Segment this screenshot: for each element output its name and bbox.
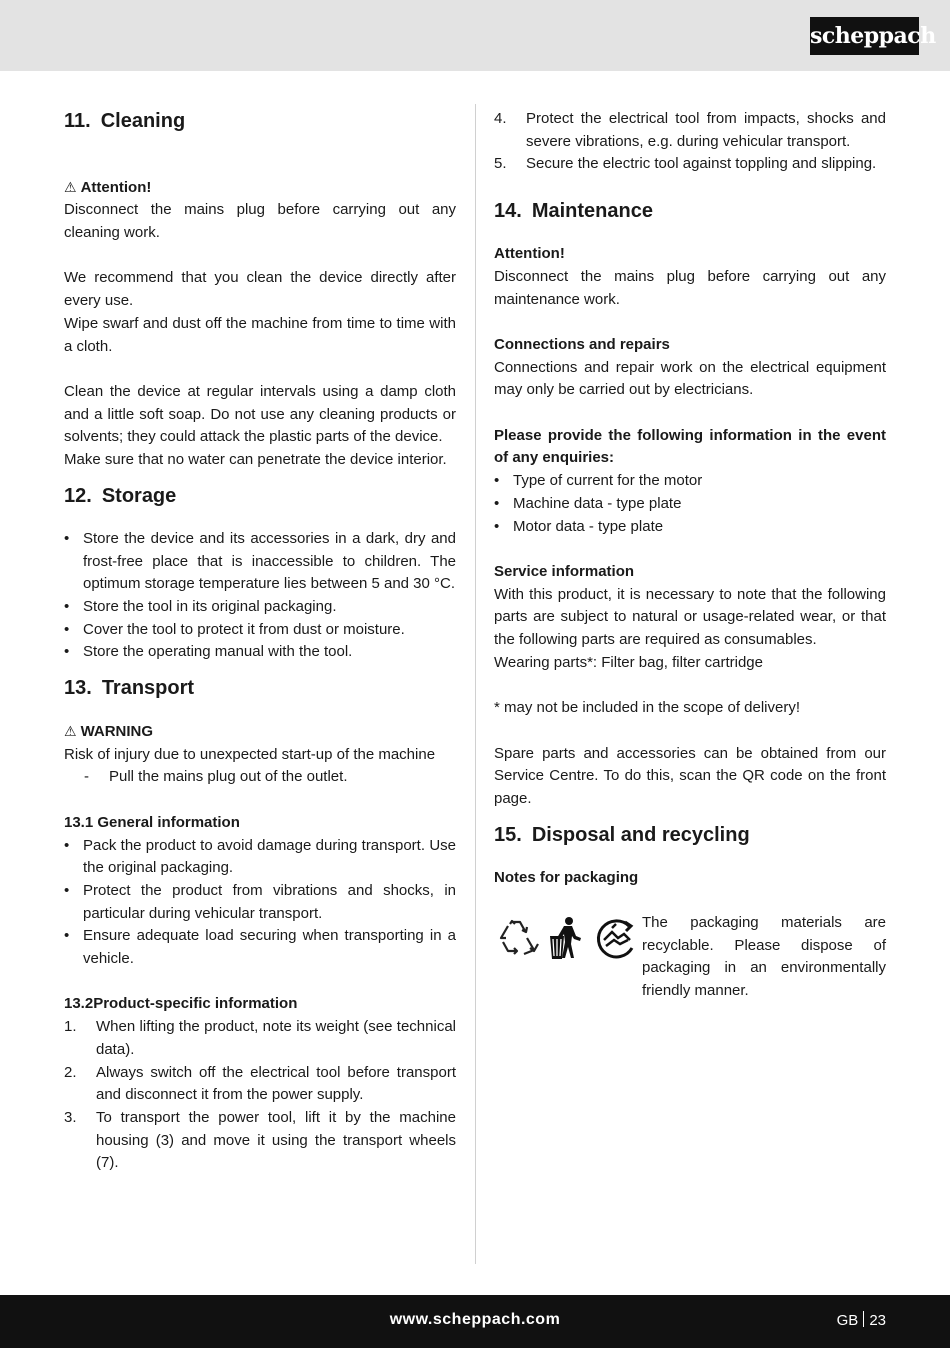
subsection-title: Connections and repairs: [494, 335, 670, 353]
list-item: - Pull the mains plug out of the outlet.: [64, 766, 456, 789]
list-item: • Motor data - type plate: [494, 516, 886, 539]
list-item: 4. Protect the electrical tool from impacts, shocks and severe vibrations, e.g. during vehicular transport.: [494, 110, 886, 150]
subsection-title: 13.2Product-specific information: [64, 995, 298, 1013]
dash-list: [64, 766, 456, 789]
packaging-text: The packaging materials are recyclable. Please dispose of packaging in an environmentally friendly manner.: [642, 914, 886, 1000]
list-item: 5. Secure the electric tool against toppling and slipping.: [494, 155, 877, 173]
section-heading-cleaning: 11. Cleaning: [64, 110, 186, 132]
footer-bar: [0, 1295, 950, 1348]
list-item: 2. Always switch off the electrical tool before transport and disconnect it from the power supply.: [64, 1063, 456, 1104]
paragraph: With this product, it is necessary to note that the following parts are subject to natural or usage-related wear, or that the following parts are required as consumables.: [494, 585, 886, 649]
storage-list: [64, 528, 456, 664]
paragraph: Connections and repair work on the electrical equipment may only be carried out by electricians.: [494, 358, 886, 399]
warning-label: ⚠ WARNING: [64, 720, 456, 744]
section-heading-disposal: 15. Disposal and recycling: [494, 823, 750, 846]
paragraph: We recommend that you clean the device directly after every use.: [64, 269, 456, 310]
section-heading-storage: 12. Storage: [64, 484, 177, 507]
list-item: • Cover the tool to protect it from dust or moisture.: [64, 619, 456, 642]
trash-bin-icon: [550, 917, 581, 959]
enquiries-list: [494, 470, 886, 538]
list-item: • Machine data - type plate: [494, 493, 886, 516]
attention-label: Attention!: [494, 245, 565, 263]
packaging-notice: [494, 912, 886, 1004]
list-item: • Protect the product from vibrations and shocks, in particular during vehicular transport.: [64, 880, 456, 925]
paragraph: Wipe swarf and dust off the machine from time to time with a cloth.: [64, 314, 456, 355]
section-heading-transport: 13. Transport: [64, 677, 195, 700]
language-code: GB: [836, 1312, 859, 1329]
page-indicator: [837, 1310, 886, 1333]
right-column: [494, 108, 886, 1004]
subsection-title: Service information: [494, 562, 635, 580]
attention-label: ⚠ Attention!: [64, 176, 456, 200]
list-item: • Type of current for the motor: [494, 470, 886, 493]
paragraph: Make sure that no water can penetrate the device interior.: [64, 451, 447, 469]
header-bar: [0, 0, 950, 71]
general-info-list: [64, 835, 456, 971]
left-column: [64, 108, 456, 1175]
paragraph: Spare parts and accessories can be obtained from our Service Centre. To do this, scan the QR code on the front page.: [494, 744, 886, 807]
brand-logo: scheppach: [810, 17, 919, 55]
paragraph: Risk of injury due to unexpected start-up of the machine: [64, 745, 436, 763]
list-item: 1. When lifting the product, note its weight (see technical data).: [64, 1018, 456, 1058]
list-item: • Store the operating manual with the tool.: [64, 641, 456, 664]
product-specific-list-continued: [494, 108, 886, 176]
paragraph: Disconnect the mains plug before carrying out any cleaning work.: [64, 201, 456, 242]
recycle-icon: [501, 921, 538, 954]
product-specific-list: [64, 1016, 456, 1175]
list-item: • Store the tool in its original packaging.: [64, 596, 456, 619]
column-divider: [475, 104, 476, 1264]
list-item: • Store the device and its accessories in a dark, dry and frost-free place that is inaccessible to children. The optimum storage temperature lies between 5 and 30 °C.: [64, 528, 456, 596]
paragraph: Clean the device at regular intervals using a damp cloth and a little soft soap. Do not use any cleaning products or solvents; they could attack the plastic parts of the device.: [64, 382, 456, 446]
subsection-title: Please provide the following information in the event of any enquiries:: [494, 426, 886, 467]
warning-triangle-icon: ⚠: [64, 178, 77, 195]
list-item: • Pack the product to avoid damage during transport. Use the original packaging.: [64, 835, 456, 880]
return-packaging-icon: [598, 921, 632, 957]
page-number: 23: [869, 1312, 886, 1329]
paragraph: * may not be included in the scope of delivery!: [494, 699, 801, 717]
subsection-title: 13.1 General information: [64, 813, 240, 831]
website-link[interactable]: www.scheppach.com: [389, 1311, 561, 1328]
warning-triangle-icon: ⚠: [64, 723, 77, 740]
paragraph: Wearing parts*: Filter bag, filter cartridge: [494, 653, 763, 671]
subsection-title: Notes for packaging: [494, 868, 639, 886]
list-item: 3. To transport the power tool, lift it by the machine housing (3) and move it using the transport wheels (7).: [64, 1108, 456, 1172]
paragraph: Disconnect the mains plug before carrying out any maintenance work.: [494, 267, 886, 308]
divider: [863, 1311, 864, 1327]
packaging-icons: [494, 914, 640, 964]
list-item: • Ensure adequate load securing when transporting in a vehicle.: [64, 925, 456, 970]
section-heading-maintenance: 14. Maintenance: [494, 200, 653, 223]
